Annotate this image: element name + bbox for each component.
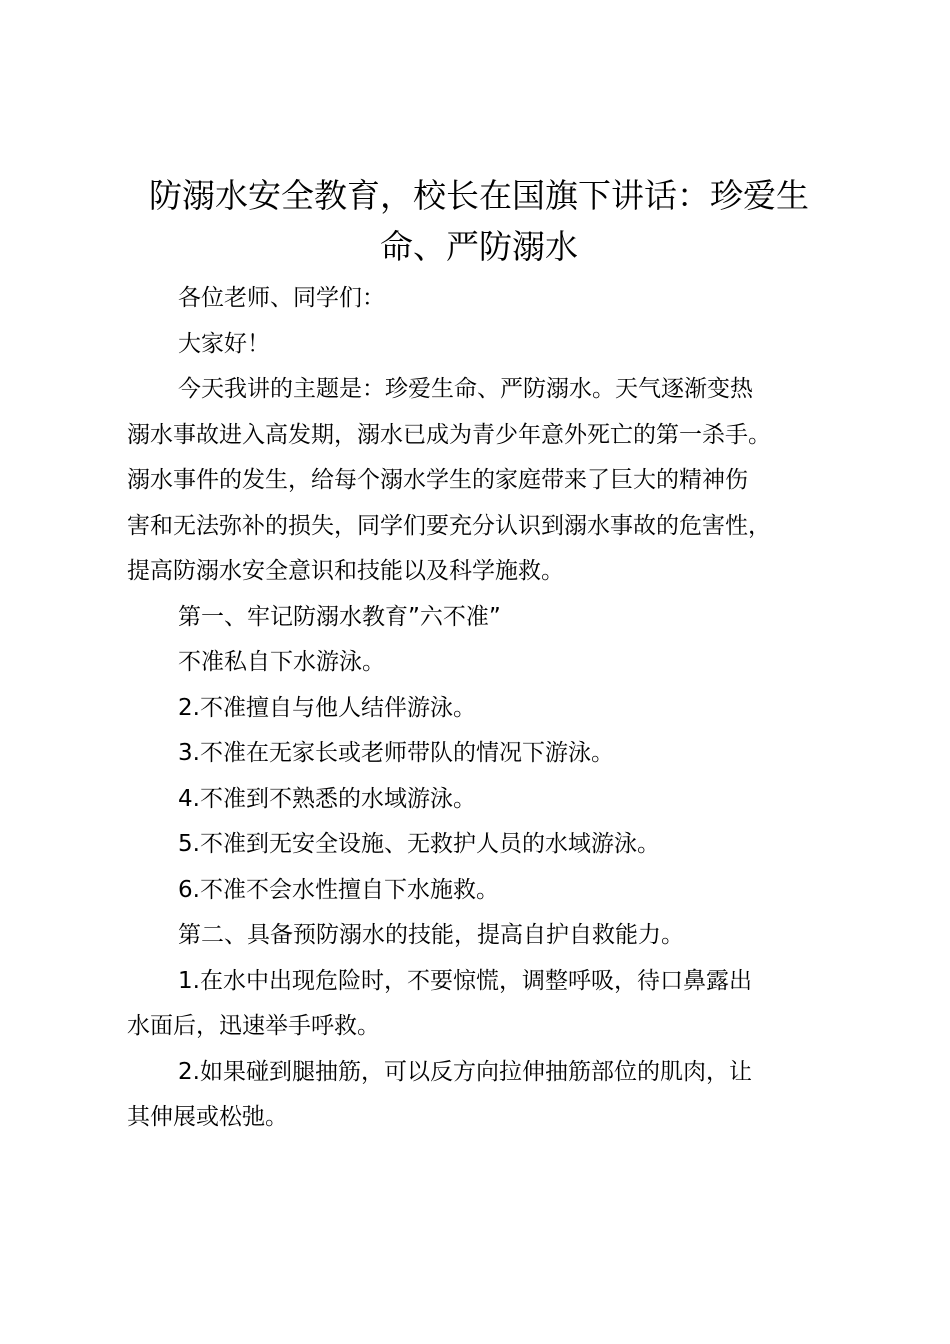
paragraph-line: 提高防溺水安全意识和技能以及科学施救。 [127,558,564,584]
paragraph-line: 4.不准到不熟悉的水域游泳。 [178,785,476,812]
title-line: 防溺水安全教育，校长在国旗下讲话：珍爱生 [149,176,809,215]
rule-item [127,686,857,732]
paragraph-line: 2.如果碰到腿抽筋，可以反方向拉伸抽筋部位的肌肉，让 [178,1058,752,1085]
paragraph-salutation [127,276,857,322]
section-heading-two [127,913,857,959]
rule-item [127,640,857,686]
paragraph-line: 第二、具备预防溺水的技能，提高自护自救能力。 [178,922,684,948]
skill-item [127,1050,857,1141]
paragraph-greeting [127,322,857,368]
paragraph-line: 不准私自下水游泳。 [178,649,385,675]
paragraph-line: 水面后，迅速举手呼救。 [127,1013,380,1039]
paragraph-line: 大家好！ [178,330,270,357]
paragraph-intro [127,367,857,595]
document-title [118,170,840,272]
document-body [127,276,857,1141]
paragraph-line: 第一、牢记防溺水教育”六不准” [178,603,501,630]
paragraph-line: 6.不准不会水性擅自下水施救。 [178,876,499,903]
paragraph-line: 溺水事故进入高发期，溺水已成为青少年意外死亡的第一杀手。 [127,421,771,448]
paragraph-line: 3.不准在无家长或老师带队的情况下游泳。 [178,740,614,766]
skill-item [127,959,857,1050]
paragraph-line: 其伸展或松弛。 [127,1104,288,1130]
paragraph-line: 1.在水中出现危险时，不要惊慌，调整呼吸，待口鼻露出 [178,967,752,994]
paragraph-line: 2.不准擅自与他人结伴游泳。 [178,694,476,721]
paragraph-line: 害和无法弥补的损失，同学们要充分认识到溺水事故的危害性， [127,512,771,539]
rule-item [127,777,857,823]
paragraph-line: 5.不准到无安全设施、无救护人员的水域游泳。 [178,831,660,857]
title-line: 命、严防溺水 [380,227,578,266]
section-heading-one [127,595,857,641]
rule-item [127,731,857,777]
rule-item [127,868,857,914]
paragraph-line: 今天我讲的主题是：珍爱生命、严防溺水。天气逐渐变热 [178,376,753,402]
rule-item [127,822,857,868]
paragraph-line: 各位老师、同学们： [178,285,385,311]
paragraph-line: 溺水事件的发生，给每个溺水学生的家庭带来了巨大的精神伤 [127,467,748,493]
